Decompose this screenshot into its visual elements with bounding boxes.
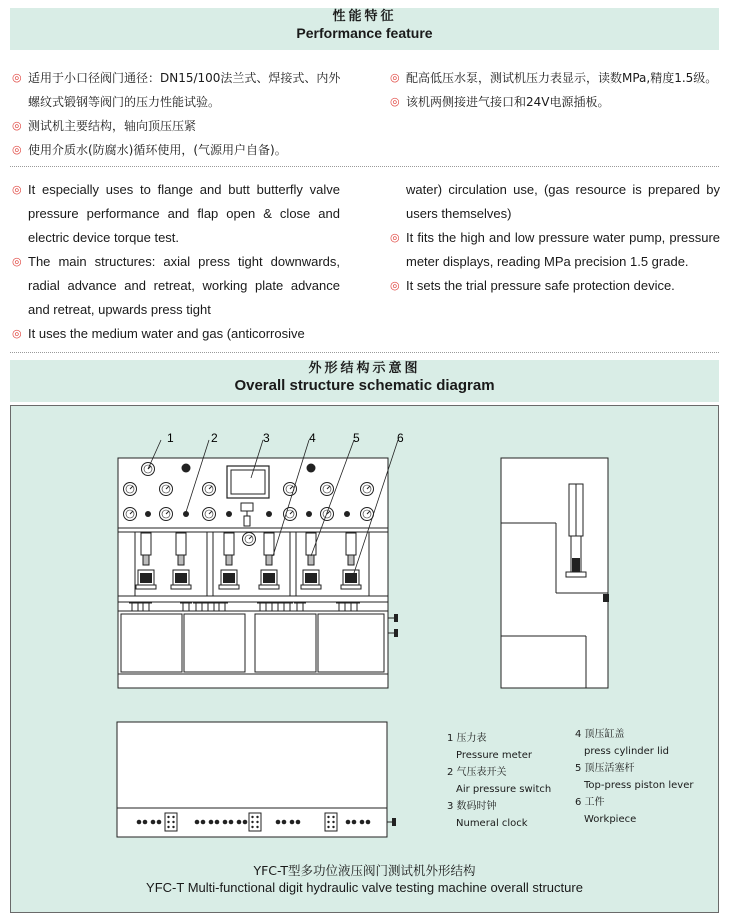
feature-item: ◎ 配高低压水泵，测试机压力表显示，读数MPa,精度1.5级。 (390, 66, 720, 90)
feature-item-continued: water) circulation use, (gas resource is prepared by users themselves) (406, 182, 720, 221)
diagram-panel (10, 405, 719, 913)
callout-label: 1 (167, 431, 174, 445)
legend-item-en: Air pressure switch (456, 784, 552, 795)
legend-item-en: Pressure meter (456, 750, 532, 761)
section-title-en: Performance feature (296, 24, 433, 41)
feature-item: ◎ 使用介质水(防腐水)循环使用，(气源用户自备)。 (12, 138, 352, 162)
side-view (501, 458, 609, 688)
bullet-icon: ◎ (390, 71, 400, 84)
legend-item-zh: 3 数码时钟 (447, 801, 497, 812)
features-zh-right (390, 66, 720, 114)
bullet-icon: ◎ (12, 143, 22, 156)
performance-feature-header (10, 8, 719, 50)
feature-item: ◎ 该机两侧接进气接口和24V电源插板。 (390, 90, 720, 114)
bullet-icon: ◎ (390, 95, 400, 108)
front-view (118, 458, 398, 688)
callout-label: 5 (353, 431, 360, 445)
legend-item-zh: 2 气压表开关 (447, 767, 507, 778)
structure-diagram-header (10, 360, 719, 402)
legend-item-zh: 5 顶压活塞杆 (575, 763, 635, 774)
section-title-zh: 性能特征 (332, 9, 397, 24)
feature-item: ◎ It uses the medium water and gas (anticorrosive (12, 322, 340, 346)
legend-item-en: Workpiece (584, 814, 637, 825)
callout-label: 4 (309, 431, 316, 445)
section-title-zh: 外形结构示意图 (308, 361, 421, 376)
diagram-caption (10, 862, 719, 896)
legend-item-en: Numeral clock (456, 818, 528, 829)
features-en-left (12, 178, 340, 346)
caption-zh: YFC-T型多功位液压阀门测试机外形结构 (253, 863, 476, 878)
legend-right (575, 730, 693, 825)
legend-item-zh: 4 顶压缸盖 (575, 729, 625, 740)
callout-label: 6 (397, 431, 404, 445)
divider (10, 352, 719, 353)
top-view (117, 722, 396, 837)
legend-item-en: Top-press piston lever (584, 780, 694, 791)
legend-item-en: press cylinder lid (584, 746, 669, 757)
feature-item: ◎ It sets the trial pressure safe protection device. (390, 274, 720, 298)
section-title-en: Overall structure schematic diagram (234, 376, 495, 394)
feature-item: ◎ It especially uses to flange and butt butterfly valve pressure performance and flap open & close and electric device torque test. (12, 178, 340, 250)
bullet-icon: ◎ (390, 280, 400, 292)
features-zh-left (12, 66, 352, 162)
legend-item-zh: 1 压力表 (447, 733, 487, 744)
legend-left (447, 734, 551, 829)
feature-item: ◎ The main structures: axial press tight downwards, radial advance and retreat, working plate advance and retreat, upwards press tight (12, 250, 340, 322)
divider (10, 166, 719, 167)
feature-item: ◎ It fits the high and low pressure water pump, pressure meter displays, reading MPa precision 1.5 grade. (390, 226, 720, 274)
bullet-icon: ◎ (12, 328, 22, 340)
bullet-icon: ◎ (390, 232, 400, 244)
legend-item-zh: 6 工件 (575, 797, 605, 808)
bullet-icon: ◎ (12, 119, 22, 132)
bullet-icon: ◎ (12, 184, 22, 196)
bullet-icon: ◎ (12, 256, 22, 268)
feature-item: ◎ 测试机主要结构，轴向顶压压紧 (12, 114, 352, 138)
feature-item: ◎ 适用于小口径阀门通径：DN15/100法兰式、焊接式、内外螺纹式锻钢等阀门的压力性能试验。 (12, 66, 352, 114)
features-en-right (390, 178, 720, 298)
caption-en: YFC-T Multi-functional digit hydraulic valve testing machine overall structure (146, 880, 583, 895)
callout-label: 3 (263, 431, 270, 445)
callout-label: 2 (211, 431, 218, 445)
bullet-icon: ◎ (12, 71, 22, 84)
